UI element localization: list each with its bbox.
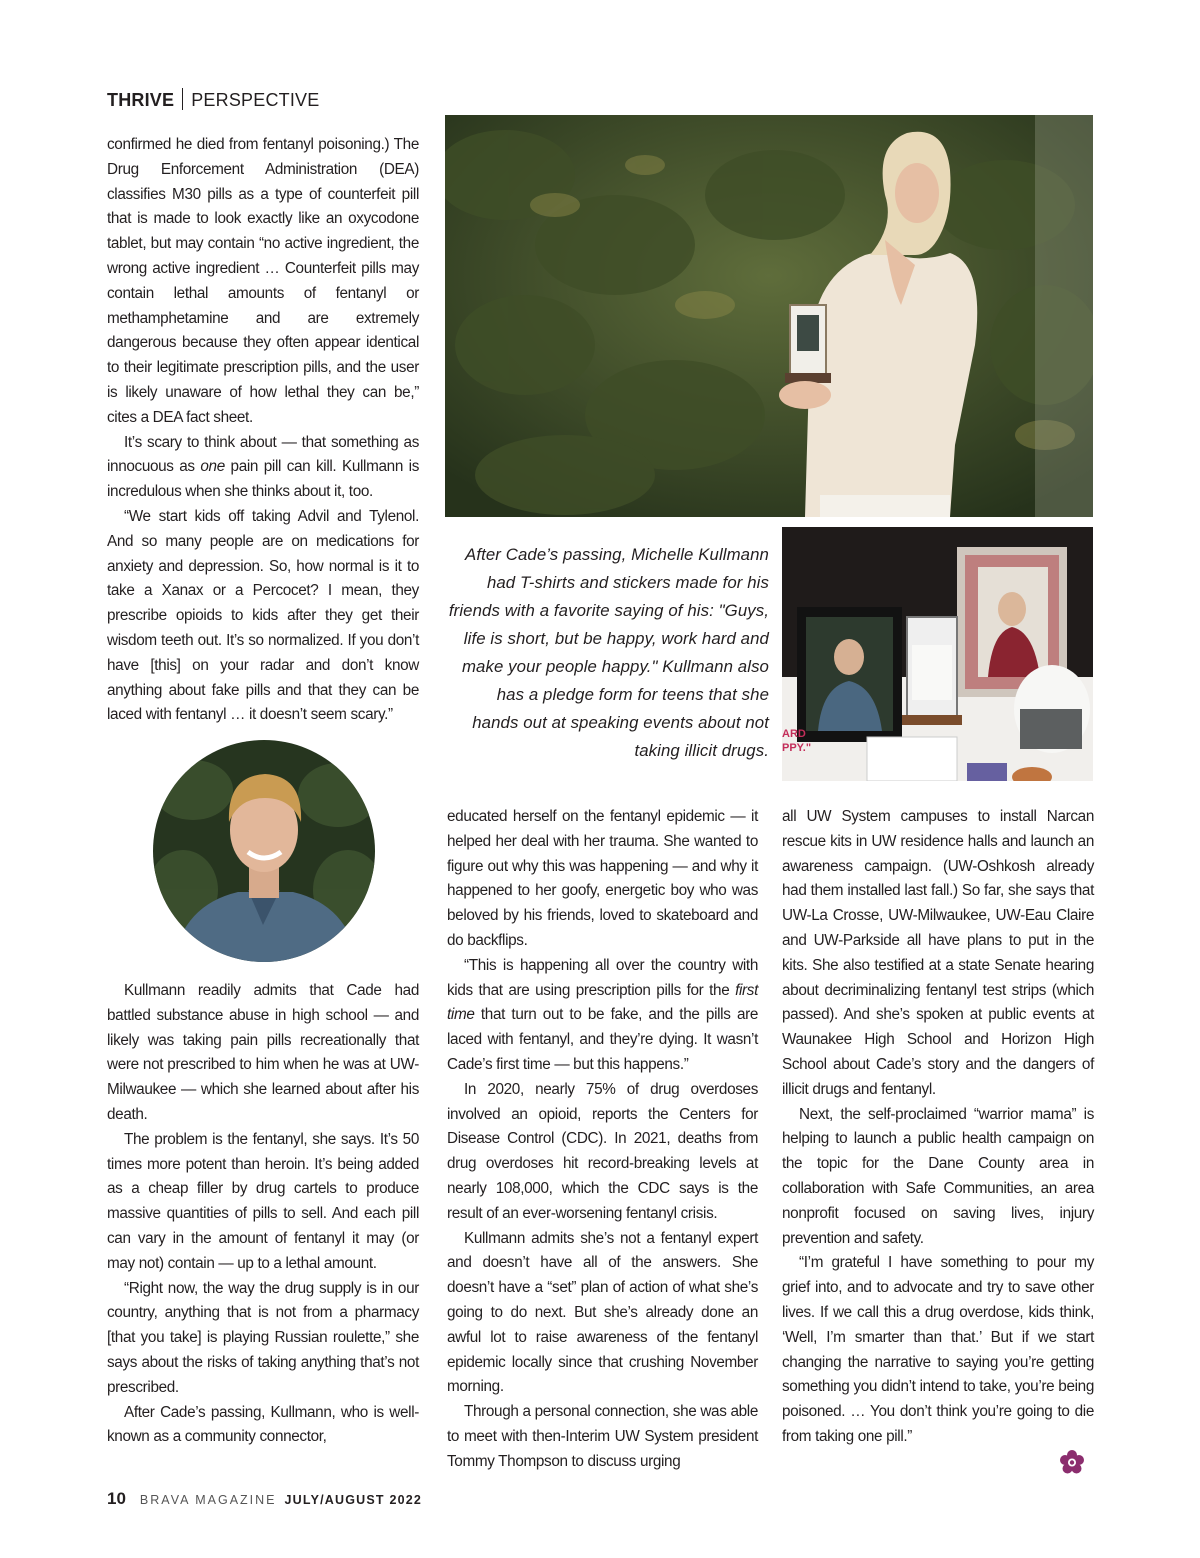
- paragraph: educated herself on the fentanyl epidemic — it helped her deal with her trauma. She wanted to figure out why this was happening — and why it happened to her goofy, energetic boy who was beloved by his friends, loved to skateboard and do backflips.: [447, 808, 758, 949]
- paragraph: Next, the self-proclaimed “warrior mama” is helping to launch a public health campaign on the topic for the Dane County area in collaboration with Safe Communities, an area nonprofit focused on saving lives, injury prevention and safety.: [782, 1105, 1094, 1247]
- paragraph: It’s scary to think about — that something as innocuous as one pain pill can kill. Kullmann is incredulous when she thinks about it, too.: [107, 433, 419, 501]
- article-column-1-bottom: [107, 979, 419, 1450]
- page-footer: [107, 1489, 422, 1509]
- paragraph: all UW System campuses to install Narcan rescue kits in UW residence halls and launch an awareness campaign. (UW-Oshkosh already had them installed last fall.) So far, she says that UW-La Crosse, UW-Milwaukee, UW-Eau Claire and UW-Parkside all have plans to put in the kits. She also testified at a state Senate hearing about decriminalizing fentanyl test strips (which passed). And she’s spoken at public events at Waunakee High School and Horizon High School about Cade’s story and the dangers of illicit drugs and fentanyl.: [782, 808, 1094, 1098]
- paragraph: “We start kids off taking Advil and Tylenol. And so many people are on medications for anxiety and depression. So, how normal is it to take a Xanax or a Percocet? I mean, they prescribe opioids to kids after they get their wisdom teeth out. It’s so normalized. If you don’t have [this] on your radar and don’t know anything about fake pills and that they can be laced with fentanyl … it doesn’t seem scary.”: [107, 507, 419, 724]
- subsection-label: PERSPECTIVE: [191, 90, 320, 110]
- paragraph: confirmed he died from fentanyl poisoning.) The Drug Enforcement Administration (DEA) classifies M30 pills as a type of counterfeit pill that is made to look exactly like an oxycodone tablet, but may contain “no active ingredient, the wrong active ingredient … Counterfeit pills may contain lethal amounts of fentanyl or methamphetamine and are extremely dangerous because they often appear identical to their legitimate prescription pills, and the user is likely unaware of how lethal they can be,” cites a DEA fact sheet.: [107, 136, 419, 426]
- paragraph: “I’m grateful I have something to pour my grief into, and to advocate and try to save other lives. If we call this a drug overdose, kids think, ‘Well, I’m smarter than that.’ But if we start changing the narrative to saying you’re getting something you didn’t intend to take, you’re being poisoned. … You don’t think you’re going to die from taking one pill.”: [782, 1254, 1094, 1445]
- article-column-1-top: [107, 133, 419, 728]
- photo-memorial-items: [782, 527, 1093, 781]
- article-column-3: [782, 805, 1094, 1450]
- paragraph: Through a personal connection, she was able to meet with then-Interim UW System president Tommy Thompson to discuss urging: [447, 1403, 758, 1470]
- photo-caption: After Cade’s passing, Michelle Kullmann had T-shirts and stickers made for his friends with a favorite saying of his: "Guys, life is short, but be happy, work hard and make your people happy." Kullmann also has a pledge form for teens that she hands out at speaking events about not taking illicit drugs.: [448, 545, 769, 760]
- paragraph: The problem is the fentanyl, she says. It’s 50 times more potent than heroin. It’s being added as a cheap filler by drug cartels to produce massive quantities of pills to sell. And each pill can vary in the amount of fentanyl it may (or may not) contain — up to a lethal amount.: [107, 1130, 419, 1272]
- paragraph: In 2020, nearly 75% of drug overdoses involved an opioid, reports the Centers for Disease Control (CDC). In 2021, deaths from drug overdoses hit record-breaking levels at nearly 108,000, which the CDC says is the result of an ever-worsening fentanyl crisis.: [447, 1080, 758, 1222]
- paragraph: Kullmann admits she’s not a fentanyl expert and doesn’t have all of the answers. She doesn’t have a “set” plan of action of what she’s going to do next. But she’s already done an awful lot to raise awareness of the fentanyl epidemic locally since that crushing November morning.: [447, 1229, 758, 1396]
- photo-cade-portrait: [153, 740, 375, 962]
- section-header: [107, 88, 319, 111]
- paragraph: After Cade’s passing, Kullmann, who is well-known as a community connector,: [107, 1403, 419, 1446]
- section-label: THRIVE: [107, 90, 175, 110]
- sign-text-line-2: PPY.": [782, 742, 812, 754]
- paragraph: “Right now, the way the drug supply is in our country, anything that is not from a pharmacy [that you take] is playing Russian roulette,” she says about the risks of taking anything that’s not prescribed.: [107, 1279, 419, 1396]
- magazine-name: BRAVA MAGAZINE: [139, 1493, 277, 1507]
- issue-date: JULY/AUGUST 2022: [284, 1493, 423, 1507]
- sign-text-line-1: ARD: [782, 728, 806, 740]
- flower-end-mark-icon: [1060, 1450, 1084, 1474]
- section-divider: [182, 88, 183, 110]
- photo-michelle-kullmann: [445, 115, 1093, 517]
- paragraph: “This is happening all over the country with kids that are using prescription pills for the first time that turn out to be fake, and the pills are laced with fentanyl, and they’re dying. It wasn’t Cade’s first time — but this happens.”: [447, 956, 758, 1073]
- page-number: 10: [107, 1489, 126, 1508]
- article-column-2: [447, 805, 758, 1475]
- paragraph: Kullmann readily admits that Cade had battled substance abuse in high school — and likely was taking pain pills recreationally that were not prescribed to him when he was at UW-Milwaukee — which she learned about after his death.: [107, 982, 419, 1123]
